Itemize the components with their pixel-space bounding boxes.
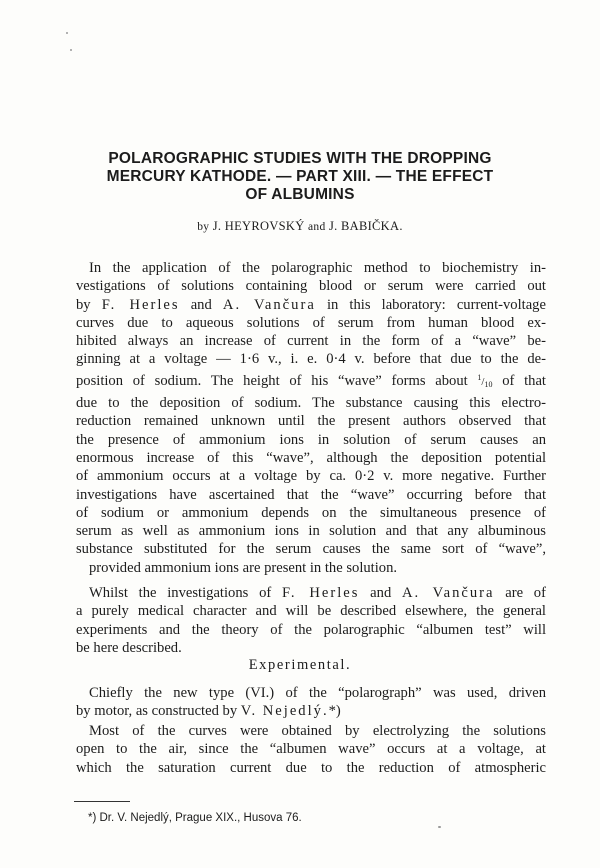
text-line: be here described. xyxy=(76,639,182,656)
paper-speck xyxy=(438,826,441,828)
text-line: which the saturation current due to the reduction of atmospheric xyxy=(76,759,546,776)
text-line: ginning at a voltage — 1·6 v., i. e. 0·4 v. before that due to the de- xyxy=(76,351,546,368)
text-line xyxy=(76,296,546,314)
text-run: and xyxy=(190,296,212,313)
text-run: in this laboratory: current-voltage xyxy=(326,296,546,313)
person-name: F. Herles xyxy=(281,585,360,601)
text-line: hibited always an increase of current in the form of a “wave” be- xyxy=(76,333,546,350)
fraction-denominator: 10 xyxy=(484,379,493,389)
author-name: J. HEYROVSKÝ xyxy=(212,219,305,233)
text-run: and xyxy=(370,585,392,601)
text-line: experiments and the theory of the polarographic “albumen test” will xyxy=(76,621,546,638)
text-line: In the application of the polarographic method to biochemistry in- xyxy=(89,260,546,276)
text-line: due to the deposition of sodium. The substance causing this electro- xyxy=(76,395,546,412)
article-title xyxy=(60,150,540,204)
text-line xyxy=(76,584,546,602)
person-name: V. Nejedlý. xyxy=(240,703,329,720)
person-name: A. Vančura xyxy=(402,585,495,601)
footnote: *) Dr. V. Nejedlý, Prague XIX., Husova 76. xyxy=(88,812,302,824)
byline-and: and xyxy=(308,221,326,233)
title-line: POLAROGRAPHIC STUDIES WITH THE DROPPING xyxy=(108,150,492,167)
text-line: Chiefly the new type (VI.) of the “polarograph” was used, driven xyxy=(89,685,546,701)
title-line: OF ALBUMINS xyxy=(245,186,355,203)
byline xyxy=(0,219,600,234)
text-line: of ammonium occurs at a voltage by ca. 0·2 v. more negative. Further xyxy=(76,468,546,485)
text-line: a purely medical character and will be described elsewhere, the general xyxy=(76,603,546,620)
text-run: by motor, as constructed by xyxy=(76,703,238,720)
text-run: by xyxy=(76,296,91,313)
text-run: are of xyxy=(505,585,546,601)
section-heading: Experimental. xyxy=(248,657,352,673)
text-run: Whilst the investigations of xyxy=(89,585,272,601)
text-line: of sodium or ammonium depends on the simultaneous presence of xyxy=(76,504,546,521)
title-line: MERCURY KATHODE. — PART XIII. — THE EFFECT xyxy=(106,168,494,185)
byline-by: by xyxy=(197,221,210,233)
paragraph-method xyxy=(76,722,546,777)
text-line: serum as well as ammonium ions in solution and that any albuminous xyxy=(76,523,546,540)
text-line: substance substituted for the serum causes the same sort of “wave”, xyxy=(76,541,546,558)
fraction-numerator: 1 xyxy=(477,372,482,382)
text-line: reduction remained unknown until the present authors observed that xyxy=(76,413,546,430)
person-name: F. Herles xyxy=(101,296,180,313)
text-line: curves due to aqueous solutions of serum from human blood ex- xyxy=(76,314,546,331)
text-line: provided ammonium ions are present in the solution. xyxy=(89,559,398,576)
paper-speck xyxy=(70,49,72,51)
paragraph-apparatus xyxy=(76,684,546,721)
text-line xyxy=(76,369,546,394)
text-line: vestigations of solutions containing blood or serum were carried out xyxy=(76,278,546,295)
text-run: of that xyxy=(502,372,546,389)
footnote-marker: *) xyxy=(328,703,341,720)
fraction: $^1/_{10}$ xyxy=(477,372,493,389)
text-run: position of sodium. The height of his “wave” forms about xyxy=(76,372,468,389)
text-line xyxy=(76,702,546,720)
paragraph-scope xyxy=(76,584,546,657)
text-line: enormous increase of this “wave”, although the deposition potential xyxy=(76,449,546,466)
text-line: open to the air, since the “albumen wave” occurs at a voltage, at xyxy=(76,741,546,758)
footnote-rule xyxy=(74,801,130,802)
author-name: J. BABIČKA. xyxy=(328,219,403,233)
person-name: A. Vančura xyxy=(222,296,316,313)
text-line: the presence of ammonium ions in solution of serum causes an xyxy=(76,431,546,448)
paper-speck xyxy=(66,32,68,34)
text-line: Most of the curves were obtained by electrolyzing the solutions xyxy=(89,723,546,739)
text-line: investigations have ascertained that the “wave” occurring before that xyxy=(76,486,546,503)
paragraph-intro xyxy=(76,259,546,577)
